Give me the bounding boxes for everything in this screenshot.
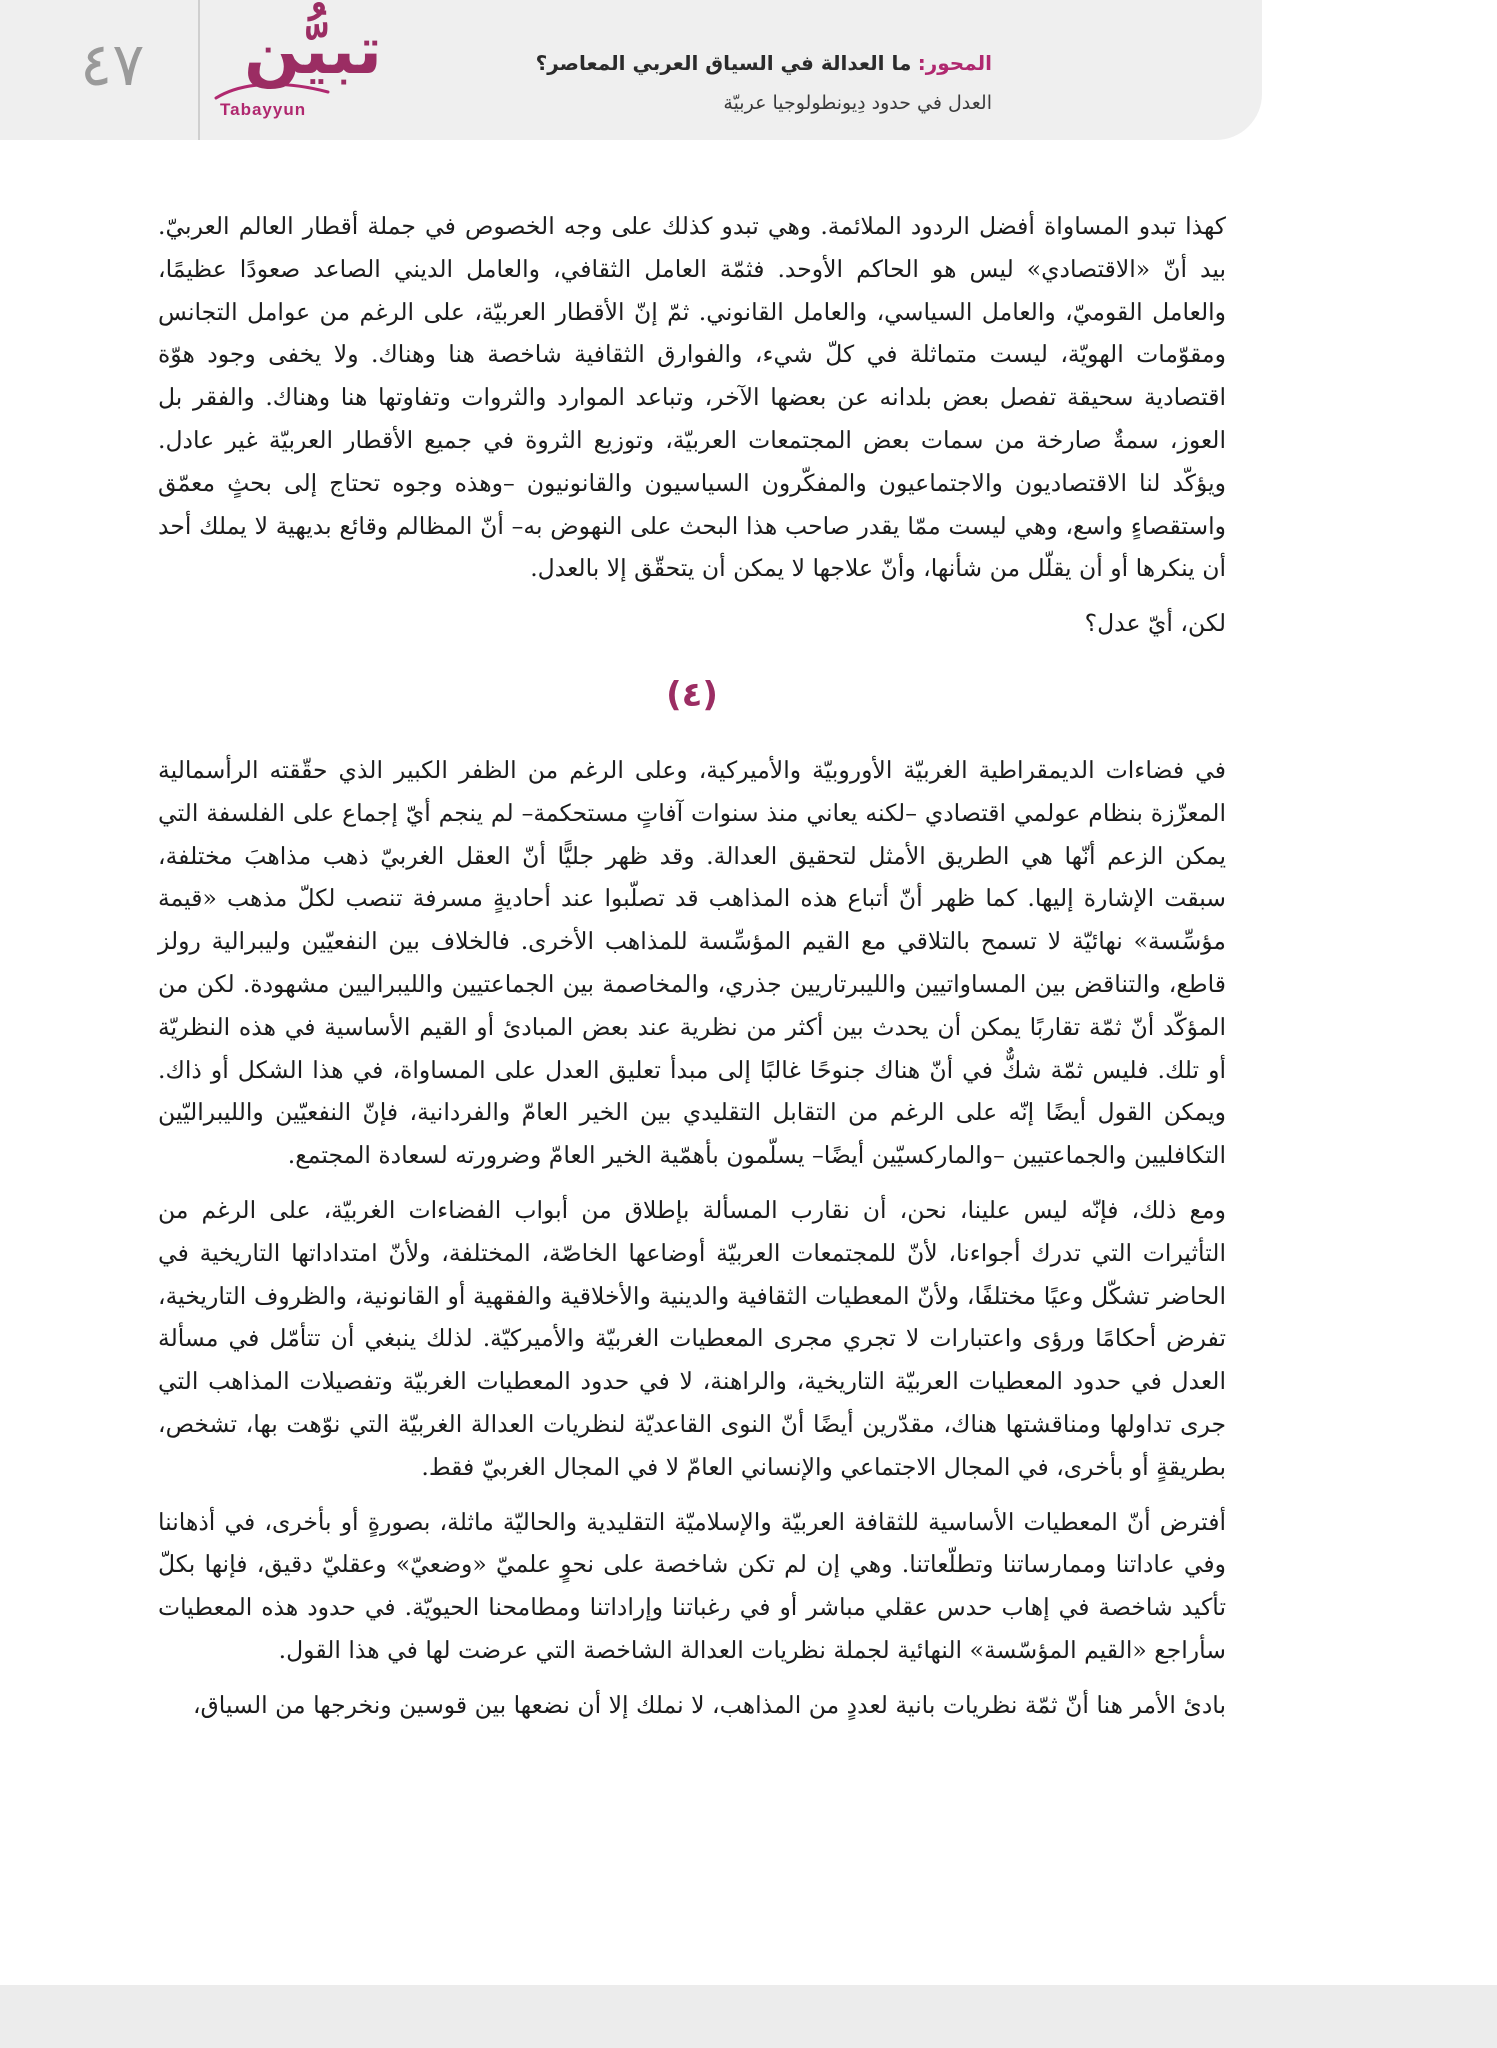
footer-band — [0, 1985, 1497, 2048]
page-header — [0, 0, 1262, 140]
paragraph-4: ومع ذلك، فإنّه ليس علينا، نحن، أن نقارب المسألة بإطلاق من أبواب الفضاءات الغربيّة، على الرغم من التأثيرات التي تدرك أجواءنا، لأنّ للمجتمعات العربيّة أوضاعها الخاصّة، المختلفة، ولأنّ امتداداتها التاريخية في الحاضر تشكّل وعيًا مختلفًا، ولأنّ المعطيات الثقافية والدينية والأخلاقية والفقهية أو القانونية، والظروف التاريخية، تفرض أحكامًا ورؤى واعتبارات لا تجري مجرى المعطيات الغربيّة والأميركيّة. لذلك ينبغي أن تتأمّل في مسألة العدل في حدود المعطيات العربيّة التاريخية، والراهنة، لا في حدود المعطيات الغربيّة وتفصيلات المذاهب التي جرى تداولها ومناقشتها هناك، مقدّرين أيضًا أنّ النوى القاعديّة لنظريات العدالة الغربيّة التي نوّهت بها، تشخص، بطريقةٍ أو بأخرى، في المجال الاجتماعي والإنساني العامّ لا في المجال الغربيّ فقط. — [158, 1195, 1226, 1481]
axis-label: المحور: — [917, 51, 992, 75]
section-number: (٤) — [666, 674, 718, 715]
article-body — [158, 205, 1226, 1739]
paragraph-1: كهذا تبدو المساواة أفضل الردود الملائمة. وهي تبدو كذلك على وجه الخصوص في جملة أقطار العالم العربيّ. بيد أنّ «الاقتصادي» ليس هو الحاكم الأوحد. فثمّة العامل الثقافي، والعامل الديني الصاعد صعودًا عظيمًا، والعامل القوميّ، والعامل السياسي، والعامل القانوني. ثمّ إنّ الأقطار العربيّة، على الرغم من عوامل التجانس ومقوّمات الهويّة، ليست متماثلة في كلّ شيء، والفوارق الثقافية شاخصة هنا وهناك. ولا يخفى وجود هوّة اقتصادية سحيقة تفصل بعض بلدانه عن بعضها الآخر، وتباعد الموارد والثروات وتفاوتها هنا وهناك. والفقر بل العوز، سمةٌ صارخة من سمات بعض المجتمعات العربيّة، وتوزيع الثروة في جميع الأقطار العربيّة غير عادل. ويؤكّد لنا الاقتصاديون والاجتماعيون والمفكّرون السياسيون والقانونيون –وهذه وجوه تحتاج إلى بحثٍ معمّق واستقصاءٍ واسع، وهي ليست ممّا يقدر صاحب هذا البحث على النهوض به– أنّ المظالم وقائع بديهية لا يملك أحد أن ينكرها أو أن يقلّل من شأنها، وأنّ علاجها لا يمكن أن يتحقّق إلا بالعدل. — [158, 212, 1226, 583]
logo-latin-wordmark: Tabayyun — [220, 100, 307, 119]
axis-title: ما العدالة في السياق العربي المعاصر؟ — [535, 51, 912, 75]
axis-line — [192, 48, 992, 78]
paragraph-2: لكن، أيّ عدل؟ — [1084, 609, 1226, 638]
page-number: ٤٧ — [80, 30, 145, 100]
paragraph-5: أفترض أنّ المعطيات الأساسية للثقافة العربيّة والإسلاميّة التقليدية والحاليّة ماثلة، بصورةٍ أو بأخرى، في أذهاننا وفي عاداتنا وممارساتنا وتطلّعاتنا. وهي إن لم تكن شاخصة على نحوٍ علميّ «وضعيّ» وعقليّ دقيق، فإنها بكلّ تأكيد شاخصة في إهاب حدس عقلي مباشر أو في رغباتنا وإراداتنا ومطامحنا الحيويّة. في حدود هذه المعطيات سأراجع «القيم المؤسّسة» النهائية لجملة نظريات العدالة الشاخصة التي عرضت لها في هذا القول. — [158, 1507, 1226, 1664]
article-subtitle: العدل في حدود دِيونطولوجيا عربيّة — [723, 92, 992, 114]
paragraph-3: في فضاءات الديمقراطية الغربيّة الأوروبيّة والأميركية، وعلى الرغم من الظفر الكبير الذي حقّقته الرأسمالية المعزّزة بنظام عولمي اقتصادي –لكنه يعاني منذ سنوات آفاتٍ مستحكمة– لم ينجم أيّ إجماع على الفلسفة التي يمكن الزعم أنّها هي الطريق الأمثل لتحقيق العدالة. وقد ظهر جليًّا أنّ العقل الغربيّ ذهب مذاهبَ مختلفة، سبقت الإشارة إليها. كما ظهر أنّ أتباع هذه المذاهب قد تصلّبوا عند أحاديةٍ مسرفة تنصب لكلّ مذهب «قيمة مؤسِّسة» نهائيّة لا تسمح بالتلاقي مع القيم المؤسِّسة للمذاهب الأخرى. فالخلاف بين النفعيّين وليبرالية رولز قاطع، والتناقض بين المساواتيين والليبرتاريين جذري، والمخاصمة بين الجماعتيين والليبراليين مشهودة. لكن من المؤكّد أنّ ثمّة تقاربًا يمكن أن يحدث بين أكثر من نظرية عند بعض المبادئ أو القيم الأساسية في هذه النظريّة أو تلك. فليس ثمّة شكٌّ في أنّ هناك جنوحًا غالبًا إلى مبدأ تعليق العدل على المساواة، في هذا الشكل أو ذاك. ويمكن القول أيضًا إنّه على الرغم من التقابل التقليدي بين الخير العامّ والفردانية، فإنّ النفعيّين والليبراليّين التكافليين والجماعتيين –والماركسيّين أيضًا– يسلّمون بأهمّية الخير العامّ وضرورته لسعادة المجتمع. — [158, 755, 1226, 1170]
logo-arabic-wordmark: تبيُّن — [243, 12, 382, 89]
header-titles — [192, 48, 992, 114]
paragraph-6: بادئ الأمر هنا أنّ ثمّة نظريات بانية لعددٍ من المذاهب، لا نملك إلا أن نضعها بين قوسين ونخرجها من السياق، — [192, 1690, 1226, 1719]
